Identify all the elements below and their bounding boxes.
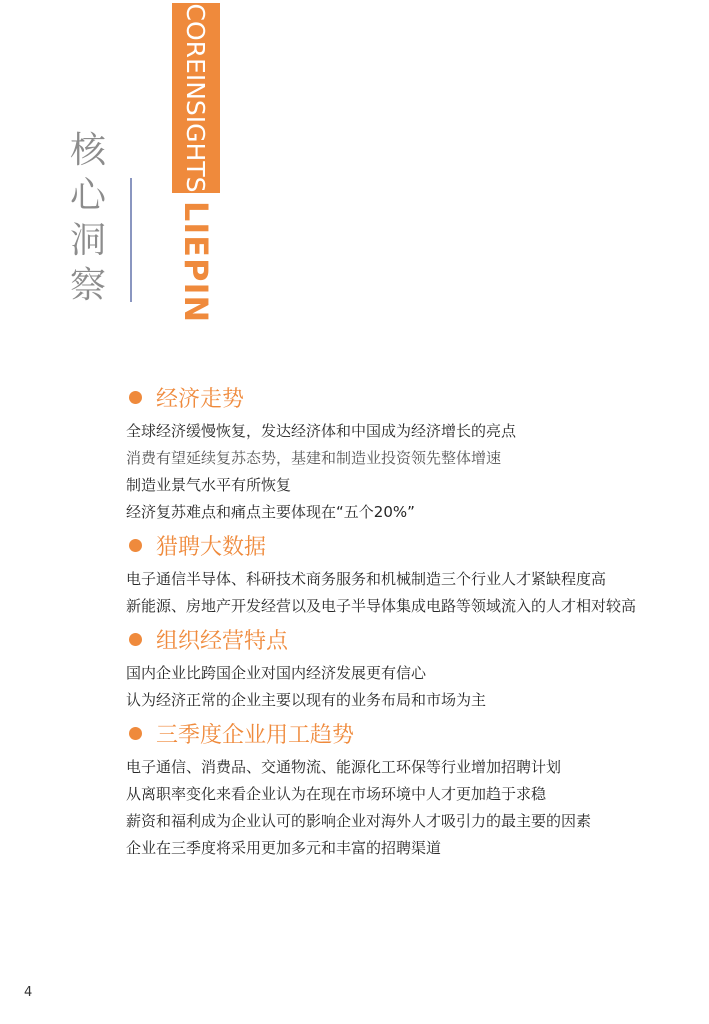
bullet-dot-icon bbox=[129, 539, 142, 552]
section-liepin-big-data bbox=[126, 530, 686, 620]
heading-char: 察 bbox=[69, 265, 106, 306]
section-items bbox=[126, 660, 686, 714]
section-q3-employment bbox=[126, 718, 686, 862]
list-item: 消费有望延续复苏态势，基建和制造业投资领先整体增速 bbox=[126, 449, 502, 467]
list-item: 电子通信、消费品、交通物流、能源化工环保等行业增加招聘计划 bbox=[126, 758, 562, 776]
section-organization bbox=[126, 624, 686, 714]
brand-name: LIEPIN bbox=[177, 200, 215, 324]
section-title: 经济走势 bbox=[156, 386, 245, 412]
section-header bbox=[126, 382, 686, 412]
section-items bbox=[126, 566, 686, 620]
section-items bbox=[126, 754, 686, 862]
section-header bbox=[126, 530, 686, 560]
page-number: 4 bbox=[24, 985, 33, 1000]
section-header bbox=[126, 624, 686, 654]
heading-char: 洞 bbox=[69, 220, 106, 261]
section-header bbox=[126, 718, 686, 748]
brand-logo bbox=[170, 200, 222, 324]
section-title: 三季度企业用工趋势 bbox=[156, 722, 355, 748]
list-item: 企业在三季度将采用更加多元和丰富的招聘渠道 bbox=[126, 839, 442, 857]
section-title: 组织经营特点 bbox=[156, 628, 289, 654]
list-item: 新能源、房地产开发经营以及电子半导体集成电路等领域流入的人才相对较高 bbox=[126, 597, 637, 615]
page-heading-vertical bbox=[68, 128, 108, 308]
bullet-dot-icon bbox=[129, 391, 142, 404]
heading-char: 核 bbox=[69, 130, 106, 171]
insights-sections bbox=[126, 382, 686, 862]
section-title: 猎聘大数据 bbox=[156, 534, 267, 560]
list-item: 国内企业比跨国企业对国内经济发展更有信心 bbox=[126, 664, 427, 682]
bullet-dot-icon bbox=[129, 727, 142, 740]
section-economy bbox=[126, 382, 686, 526]
coreinsights-text: COREINSIGHTS bbox=[181, 3, 211, 193]
list-item: 制造业景气水平有所恢复 bbox=[126, 476, 292, 494]
bullet-dot-icon bbox=[129, 633, 142, 646]
coreinsights-banner bbox=[172, 3, 220, 193]
section-items bbox=[126, 418, 686, 526]
list-item: 全球经济缓慢恢复，发达经济体和中国成为经济增长的亮点 bbox=[126, 422, 517, 440]
heading-char: 心 bbox=[69, 175, 106, 216]
list-item: 经济复苏难点和痛点主要体现在“五个20%” bbox=[126, 503, 415, 521]
heading-divider bbox=[130, 178, 132, 302]
list-item: 认为经济正常的企业主要以现有的业务布局和市场为主 bbox=[126, 691, 487, 709]
list-item: 薪资和福利成为企业认可的影响企业对海外人才吸引力的最主要的因素 bbox=[126, 812, 592, 830]
list-item: 电子通信半导体、科研技术商务服务和机械制造三个行业人才紧缺程度高 bbox=[126, 570, 607, 588]
list-item: 从离职率变化来看企业认为在现在市场环境中人才更加趋于求稳 bbox=[126, 785, 547, 803]
